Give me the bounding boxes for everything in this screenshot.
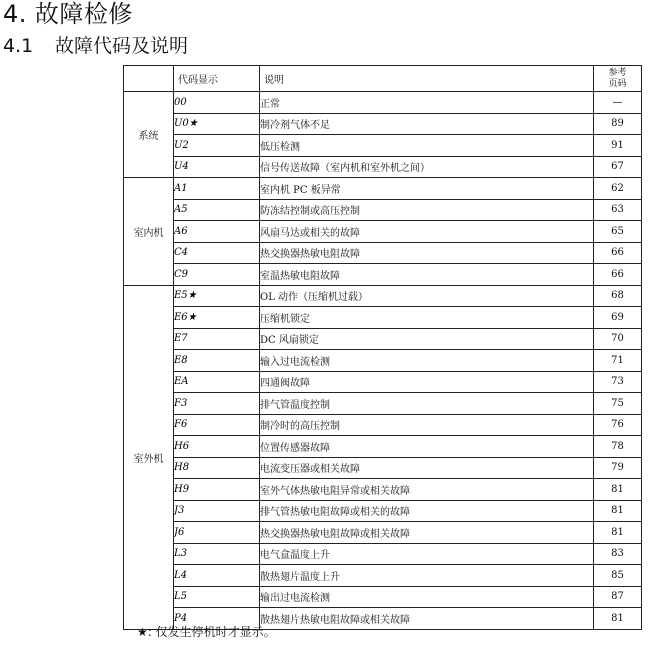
table-row: [124, 199, 642, 221]
section-number: 4.: [3, 0, 27, 28]
table-row: [124, 586, 642, 608]
reference-page: 85: [594, 565, 642, 587]
fault-description: 电气盒温度上升: [260, 543, 594, 565]
reference-page: 78: [594, 436, 642, 458]
fault-description: 四通阀故障: [260, 371, 594, 393]
reference-page: 69: [594, 307, 642, 329]
table-row: [124, 135, 642, 157]
reference-page: 73: [594, 371, 642, 393]
header-code: 代码显示: [174, 66, 260, 92]
reference-page: 76: [594, 414, 642, 436]
table-row: [124, 113, 642, 135]
reference-page: —: [594, 92, 642, 114]
fault-code: F3: [174, 393, 260, 415]
fault-code: P4: [174, 608, 260, 630]
fault-description: 低压检测: [260, 135, 594, 157]
table-row: [124, 436, 642, 458]
reference-page: 67: [594, 156, 642, 178]
fault-code: U0★: [174, 113, 260, 135]
fault-description: 热交换器热敏电阻故障: [260, 242, 594, 264]
table-row: [124, 264, 642, 286]
table-row: [124, 350, 642, 372]
fault-description: 压缩机锁定: [260, 307, 594, 329]
fault-description: 热交换器热敏电阻故障或相关故障: [260, 522, 594, 544]
table-row: [124, 543, 642, 565]
reference-page: 91: [594, 135, 642, 157]
table-row: [124, 178, 642, 200]
reference-page: 70: [594, 328, 642, 350]
group-label: 室内机: [124, 178, 174, 286]
table-row: [124, 414, 642, 436]
fault-description: 输出过电流检测: [260, 586, 594, 608]
table-row: [124, 285, 642, 307]
fault-description: DC 风扇锁定: [260, 328, 594, 350]
section-heading: [3, 0, 133, 28]
fault-code: E5★: [174, 285, 260, 307]
section-title: 故障检修: [34, 0, 133, 28]
header-reference-page: [594, 66, 642, 92]
table-row: [124, 522, 642, 544]
fault-code: 00: [174, 92, 260, 114]
table-row: [124, 307, 642, 329]
header-reference-page-line1: 参考: [608, 67, 627, 78]
header-description: 说明: [260, 66, 594, 92]
fault-description: 制冷时的高压控制: [260, 414, 594, 436]
table-row: [124, 242, 642, 264]
reference-page: 75: [594, 393, 642, 415]
fault-code: C9: [174, 264, 260, 286]
table-row: [124, 565, 642, 587]
subsection-number: 4.1: [3, 35, 34, 57]
table-row: [124, 92, 642, 114]
fault-code: J6: [174, 522, 260, 544]
reference-page: 63: [594, 199, 642, 221]
reference-page: 65: [594, 221, 642, 243]
fault-code: A1: [174, 178, 260, 200]
table-row: [124, 500, 642, 522]
fault-description: 位置传感器故障: [260, 436, 594, 458]
reference-page: 81: [594, 608, 642, 630]
fault-description: 散热翅片热敏电阻故障或相关故障: [260, 608, 594, 630]
fault-code: F6: [174, 414, 260, 436]
reference-page: 81: [594, 500, 642, 522]
table-row: [124, 457, 642, 479]
fault-description: OL 动作（压缩机过载）: [260, 285, 594, 307]
table-row: [124, 328, 642, 350]
header-group: [124, 66, 174, 92]
table-row: [124, 371, 642, 393]
reference-page: 81: [594, 522, 642, 544]
reference-page: 81: [594, 479, 642, 501]
fault-description: 正常: [260, 92, 594, 114]
fault-code: A6: [174, 221, 260, 243]
subsection-heading: [3, 34, 188, 58]
fault-code: J3: [174, 500, 260, 522]
fault-code: C4: [174, 242, 260, 264]
fault-code: L5: [174, 586, 260, 608]
table-row: [124, 479, 642, 501]
fault-code: H8: [174, 457, 260, 479]
footnote: ★: 仅发生停机时才显示。: [137, 625, 276, 639]
fault-code: A5: [174, 199, 260, 221]
reference-page: 66: [594, 242, 642, 264]
table-row: [124, 221, 642, 243]
fault-code-table: [123, 65, 642, 630]
reference-page: 71: [594, 350, 642, 372]
table-header-row: [124, 66, 642, 92]
table-row: [124, 393, 642, 415]
fault-description: 室温热敏电阻故障: [260, 264, 594, 286]
fault-code: U2: [174, 135, 260, 157]
fault-code: H6: [174, 436, 260, 458]
reference-page: 87: [594, 586, 642, 608]
fault-description: 制冷剂气体不足: [260, 113, 594, 135]
fault-code: EA: [174, 371, 260, 393]
fault-code: E8: [174, 350, 260, 372]
reference-page: 89: [594, 113, 642, 135]
subsection-title: 故障代码及说明: [55, 35, 189, 57]
reference-page: 66: [594, 264, 642, 286]
fault-description: 排气管热敏电阻故障或相关的故障: [260, 500, 594, 522]
fault-code: H9: [174, 479, 260, 501]
fault-description: 排气管温度控制: [260, 393, 594, 415]
fault-description: 室外气体热敏电阻异常或相关故障: [260, 479, 594, 501]
reference-page: 62: [594, 178, 642, 200]
fault-code: E6★: [174, 307, 260, 329]
table-row: [124, 156, 642, 178]
fault-code: L3: [174, 543, 260, 565]
fault-code: L4: [174, 565, 260, 587]
fault-description: 电流变压器或相关故障: [260, 457, 594, 479]
fault-code: E7: [174, 328, 260, 350]
group-label: 系统: [124, 92, 174, 178]
group-label: 室外机: [124, 285, 174, 629]
fault-description: 散热翅片温度上升: [260, 565, 594, 587]
fault-description: 输入过电流检测: [260, 350, 594, 372]
reference-page: 83: [594, 543, 642, 565]
fault-description: 风扇马达或相关的故障: [260, 221, 594, 243]
fault-description: 防冻结控制或高压控制: [260, 199, 594, 221]
header-reference-page-line2: 页码: [608, 78, 627, 89]
reference-page: 68: [594, 285, 642, 307]
reference-page: 79: [594, 457, 642, 479]
fault-code: U4: [174, 156, 260, 178]
fault-description: 室内机 PC 板异常: [260, 178, 594, 200]
fault-description: 信号传送故障（室内机和室外机之间）: [260, 156, 594, 178]
